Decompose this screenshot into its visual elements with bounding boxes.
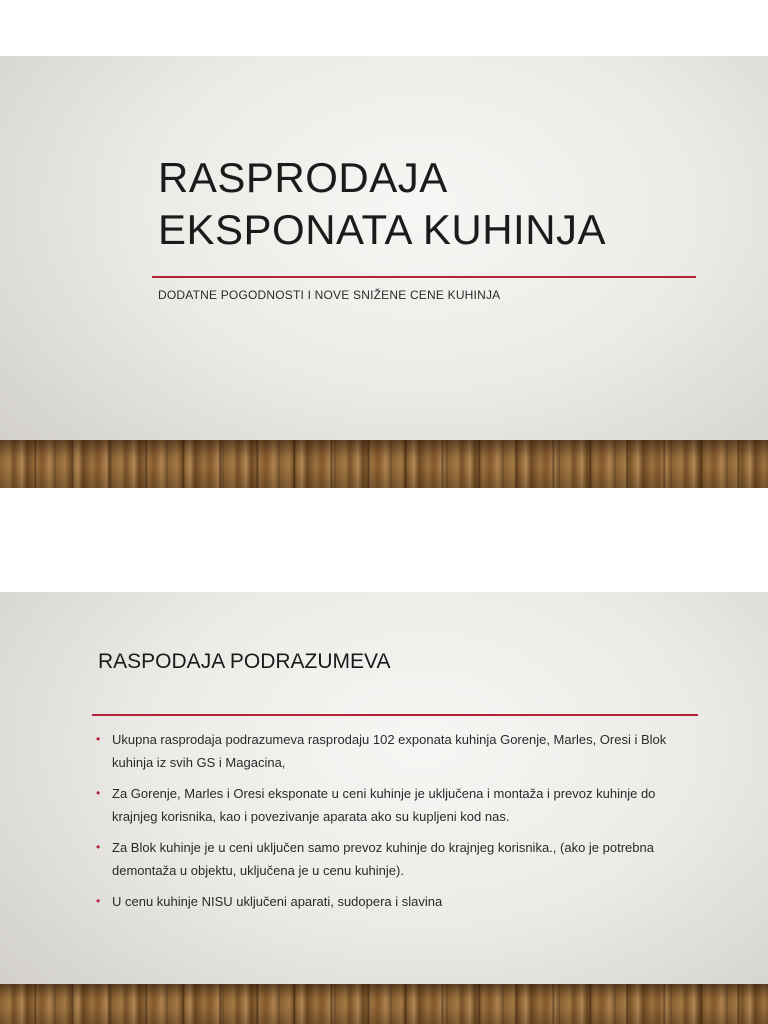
wood-floor — [0, 984, 768, 1024]
slide-2-title: RASPODAJA PODRAZUMEVA — [98, 650, 391, 673]
bullet-icon: • — [96, 786, 101, 800]
slide-1-title-line-2: EKSPONATA KUHINJA — [158, 206, 607, 253]
bullet-text: Za Blok kuhinje je u ceni uključen samo prevoz kuhinje do krajnjeg korisnika., (ako je potrebna demontaža u objektu, uključena je u cenu kuhinje). — [112, 840, 654, 878]
bullet-item — [96, 836, 704, 882]
title-divider — [152, 276, 696, 278]
slide-1-title-line-1: RASPRODAJA — [158, 154, 448, 201]
bullet-text: Za Gorenje, Marles i Oresi eksponate u ceni kuhinje je uključena i montaža i prevoz kuhinje do krajnjeg korisnika, kao i povezivanje aparata ako su kupljeni kod nas. — [112, 786, 656, 824]
bullet-icon: • — [96, 732, 101, 746]
slide-1-title — [158, 152, 718, 256]
bullet-list — [96, 728, 704, 921]
bullet-text: U cenu kuhinje NISU uključeni aparati, sudopera i slavina — [112, 894, 443, 909]
bullet-text: Ukupna rasprodaja podrazumeva rasprodaju 102 exponata kuhinja Gorenje, Marles, Oresi i Blok kuhinja iz svih GS i Magacina, — [112, 732, 667, 770]
wood-floor — [0, 440, 768, 488]
bullet-icon: • — [96, 894, 101, 908]
slide-2 — [0, 592, 768, 1024]
slide-1 — [0, 56, 768, 488]
bullet-item — [96, 728, 704, 774]
slide-1-subtitle: DODATNE POGODNOSTI I NOVE SNIŽENE CENE KUHINJA — [158, 288, 501, 302]
title-divider — [92, 714, 698, 716]
bullet-item — [96, 782, 704, 828]
bullet-icon: • — [96, 840, 101, 854]
bullet-item — [96, 890, 704, 913]
